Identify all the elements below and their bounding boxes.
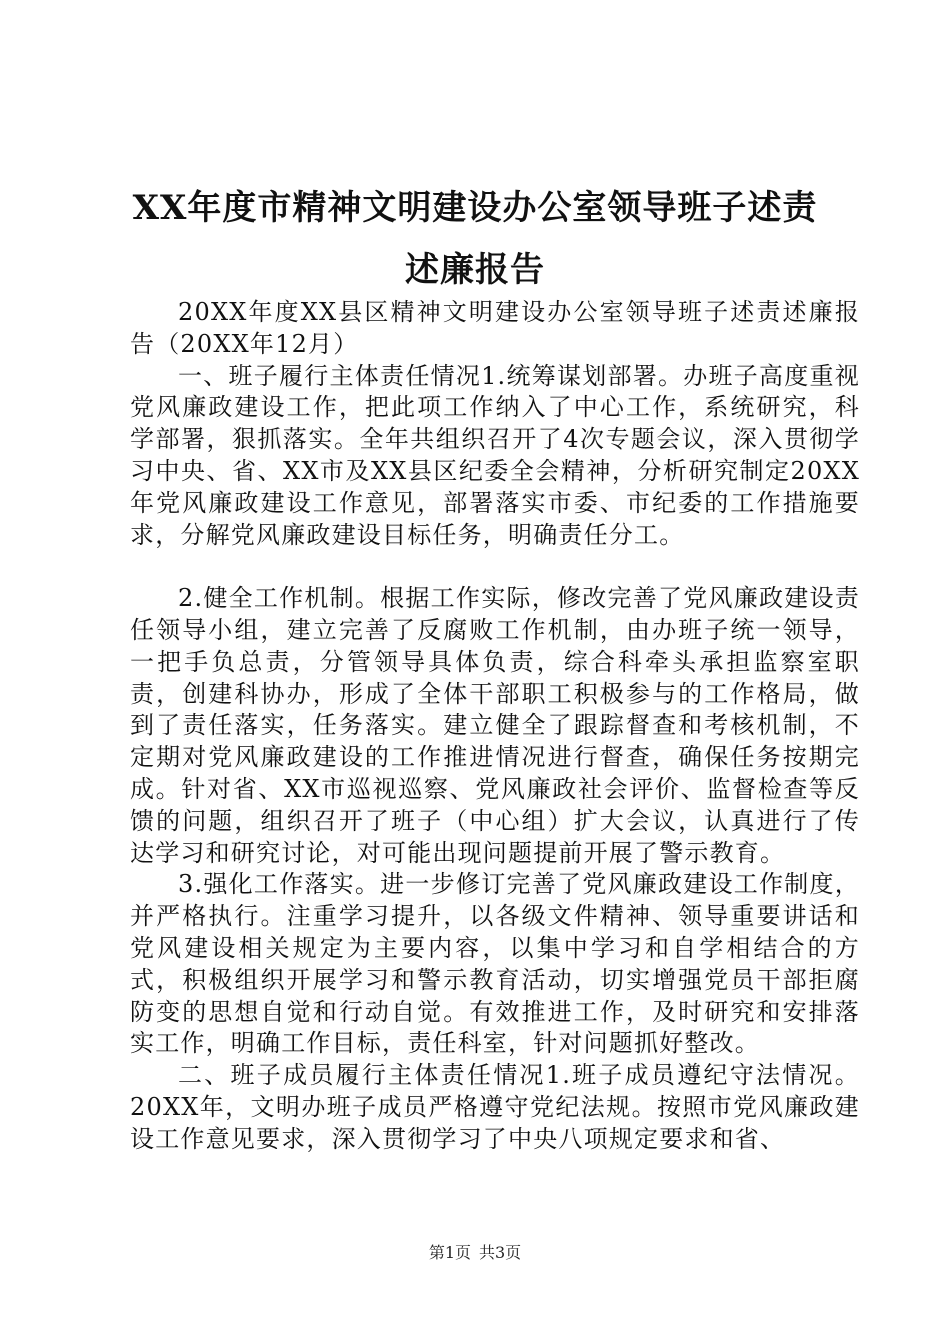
paragraph-section-1: 一、班子履行主体责任情况1.统筹谋划部署。办班子高度重视党风廉政建设工作，把此项工作纳入了中心工作，系统研究，科学部署，狠抓落实。全年共组织召开了4次专题会议，深入贯彻学习中央、省、XX市及XX县区纪委全会精神，分析研究制定20XX年党风廉政建设工作意见，部署落实市委、市纪委的工作措施要求，分解党风廉政建设目标任务，明确责任分工。	[130, 361, 860, 549]
paragraph-implementation: 3.强化工作落实。进一步修订完善了党风廉政建设工作制度，并严格执行。注重学习提升，以各级文件精神、领导重要讲话和党风建设相关规定为主要内容，以集中学习和自学相结合的方式，积极组织开展学习和警示教育活动，切实增强党员干部拒腐防变的思想自觉和行动自觉。有效推进工作，及时研究和安排落实工作，明确工作目标，责任科室，针对问题抓好整改。	[130, 870, 860, 1058]
page-number: 第1页	[428, 1243, 471, 1262]
paragraph-section-2: 二、班子成员履行主体责任情况1.班子成员遵纪守法情况。20XX年，文明办班子成员严格遵守党纪法规。按照市党风廉政建设工作意见要求，深入贯彻学习了中央八项规定要求和省、	[130, 1061, 860, 1153]
document-title-line-1: XX年度市精神文明建设办公室领导班子述责	[132, 188, 818, 228]
paragraph-mechanism: 2.健全工作机制。根据工作实际，修改完善了党风廉政建设责任领导小组，建立完善了反腐败工作机制，由办班子统一领导，一把手负总责，分管领导具体负责，综合科牵头承担监察室职责，创建科协办，形成了全体干部职工积极参与的工作格局，做到了责任落实，任务落实。建立健全了跟踪督查和考核机制，不定期对党风廉政建设的工作推进情况进行督查，确保任务按期完成。针对省、XX市巡视巡察、党风廉政社会评价、监督检查等反馈的问题，组织召开了班子（中心组）扩大会议，认真进行了传达学习和研究讨论，对可能出现问题提前开展了警示教育。	[130, 584, 860, 867]
document-title-line-2: 述廉报告	[405, 250, 545, 290]
paragraph-heading: 20XX年度XX县区精神文明建设办公室领导班子述责述廉报告（20XX年12月）	[130, 298, 860, 358]
page-footer	[0, 1243, 950, 1263]
document-body	[130, 297, 860, 1156]
page-total: 共3页	[479, 1243, 522, 1262]
